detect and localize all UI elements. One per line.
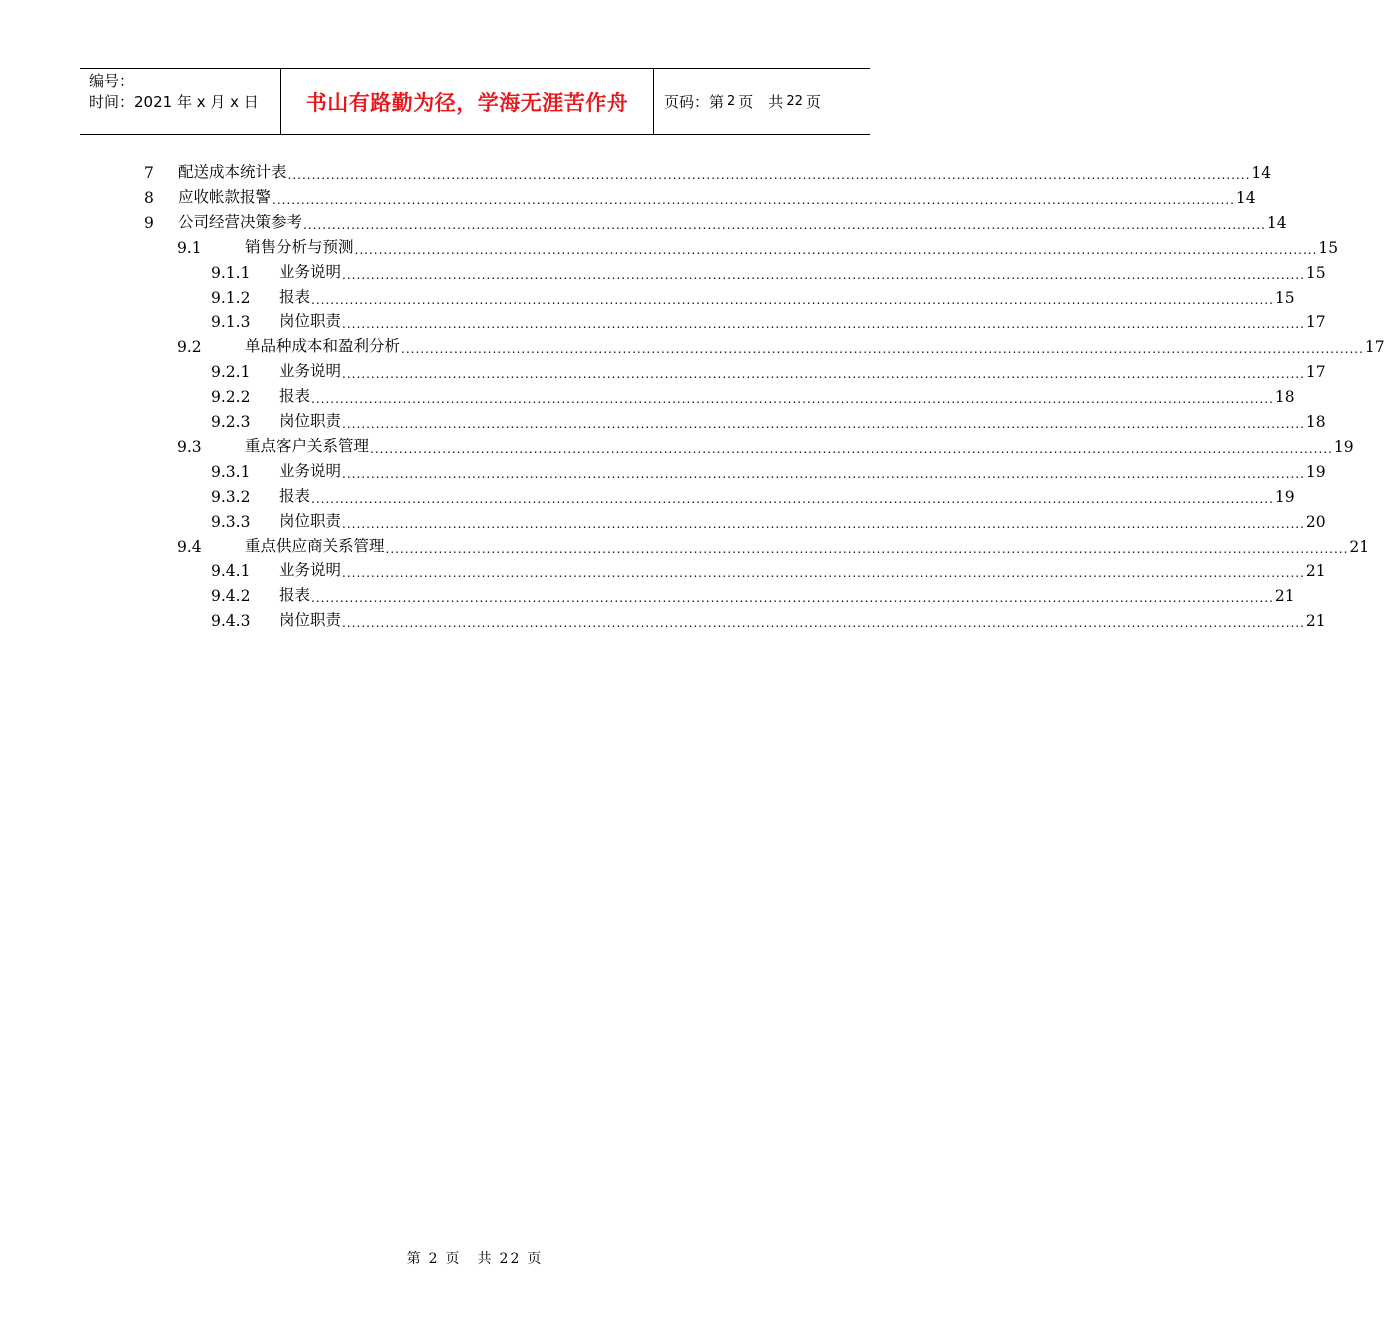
page-current: 2 xyxy=(727,94,736,109)
toc-entry-number: 9.4.2 xyxy=(211,587,251,606)
page-total: 22 xyxy=(786,94,803,109)
toc-entry-title: 岗位职责 xyxy=(279,611,342,630)
toc-leader-dots: ........................................................................................................................................................................................................ xyxy=(311,591,1274,606)
toc-leader-dots: ........................................................................................................................................................................................................ xyxy=(287,168,1251,182)
toc-entry-body xyxy=(178,185,1256,207)
toc-leader-dots: ........................................................................................................................................................................................................ xyxy=(385,541,1349,556)
toc-entry-page: 21 xyxy=(1305,612,1326,631)
toc-entry-page: 15 xyxy=(1305,263,1326,282)
toc-entry-number: 9.3 xyxy=(177,437,202,456)
toc-entry-number: 9.3.2 xyxy=(211,487,251,506)
toc-entry[interactable] xyxy=(0,210,1287,232)
toc-entry-page: 14 xyxy=(1266,213,1287,232)
toc-entry[interactable] xyxy=(0,509,1326,531)
toc-leader-dots: ........................................................................................................................................................................................................ xyxy=(311,392,1274,407)
toc-leader-dots: ........................................................................................................................................................................................................ xyxy=(401,342,1364,357)
page-prefix: 页码：第 xyxy=(664,93,725,111)
toc-entry-title: 业务说明 xyxy=(279,262,342,281)
toc-entry-title: 岗位职责 xyxy=(279,412,342,430)
toc-leader-dots: ........................................................................................................................................................................................................ xyxy=(342,367,1305,382)
toc-entry[interactable] xyxy=(0,309,1326,332)
toc-entry[interactable] xyxy=(0,608,1326,631)
toc-leader-dots: ........................................................................................................................................................................................................ xyxy=(370,441,1333,456)
toc-entry-number: 9.3.3 xyxy=(211,512,251,531)
toc-entry-title: 公司经营决策参考 xyxy=(178,212,303,231)
toc-entry-title: 重点供应商关系管理 xyxy=(245,536,385,555)
toc-entry[interactable] xyxy=(0,384,1295,407)
toc-entry-page: 14 xyxy=(1251,164,1272,182)
toc-entry[interactable] xyxy=(0,558,1326,581)
toc-entry[interactable] xyxy=(0,434,1354,456)
toc-entry-body xyxy=(279,608,1326,631)
toc-entry-page: 20 xyxy=(1305,512,1326,531)
toc-entry-title: 业务说明 xyxy=(279,461,342,480)
toc-entry-title: 销售分析与预测 xyxy=(245,237,354,256)
toc-entry[interactable] xyxy=(0,583,1295,606)
time-line xyxy=(89,92,280,113)
toc-entry-page: 18 xyxy=(1305,413,1326,431)
toc-entry-page: 19 xyxy=(1274,487,1295,506)
toc-entry-title: 报表 xyxy=(279,486,311,505)
toc-entry-title: 报表 xyxy=(279,287,311,306)
toc-entry-body xyxy=(279,509,1326,531)
toc-entry-body xyxy=(245,235,1339,257)
toc-entry-title: 业务说明 xyxy=(279,561,342,580)
toc-entry-number: 9 xyxy=(144,213,154,232)
number-label: 编号： xyxy=(89,72,135,90)
toc-entry[interactable] xyxy=(0,359,1326,382)
toc-entry-body xyxy=(279,558,1326,581)
toc-entry-body xyxy=(279,583,1295,606)
toc-leader-dots: ........................................................................................................................................................................................................ xyxy=(342,417,1305,431)
toc-entry-title: 岗位职责 xyxy=(279,511,342,530)
footer-current: 2 xyxy=(428,1251,440,1267)
toc-leader-dots: ........................................................................................................................................................................................................ xyxy=(272,192,1235,207)
toc-entry-page: 15 xyxy=(1318,238,1339,257)
toc-entry-number: 7 xyxy=(144,164,154,182)
toc-entry-title: 单品种成本和盈利分析 xyxy=(245,337,401,356)
toc-entry-title: 报表 xyxy=(279,586,311,605)
toc-entry-number: 9.1.3 xyxy=(211,313,251,332)
toc-entry-body xyxy=(245,434,1354,456)
toc-entry[interactable] xyxy=(0,484,1295,506)
toc-entry[interactable] xyxy=(0,260,1326,282)
toc-entry-body xyxy=(279,285,1295,307)
toc-entry-number: 9.2.2 xyxy=(211,388,251,407)
toc-entry-body xyxy=(178,210,1287,232)
toc-entry-page: 17 xyxy=(1364,338,1385,357)
toc-entry[interactable] xyxy=(0,235,1339,257)
toc-entry[interactable] xyxy=(0,160,1272,182)
toc-leader-dots: ........................................................................................................................................................................................................ xyxy=(342,466,1305,481)
toc-entry-number: 9.4.1 xyxy=(211,562,251,581)
toc-entry[interactable] xyxy=(0,409,1326,431)
toc-entry[interactable] xyxy=(0,534,1370,556)
toc-entry[interactable] xyxy=(0,185,1256,207)
toc-entry-number: 9.2 xyxy=(177,338,202,357)
toc-entry-body xyxy=(279,459,1326,481)
toc-entry[interactable] xyxy=(0,334,1385,357)
toc-entry-title: 配送成本统计表 xyxy=(178,163,287,181)
toc-leader-dots: ........................................................................................................................................................................................................ xyxy=(342,566,1305,581)
toc-entry-title: 报表 xyxy=(279,387,311,406)
date-value: 2021 年 x 月 x 日 xyxy=(134,93,259,111)
toc-entry-page: 21 xyxy=(1305,562,1326,581)
toc-entry-page: 19 xyxy=(1305,462,1326,481)
time-label: 时间： xyxy=(89,93,135,111)
toc-entry-number: 9.1.1 xyxy=(211,263,251,282)
toc-leader-dots: ........................................................................................................................................................................................................ xyxy=(342,616,1305,631)
toc-entry-body xyxy=(245,334,1385,357)
header-motto: 书山有路勤为径，学海无涯苦作舟 xyxy=(281,69,654,134)
toc-entry-title: 业务说明 xyxy=(279,362,342,381)
toc-entry-number: 9.2.1 xyxy=(211,363,251,382)
page-header xyxy=(80,68,870,135)
toc-entry-body xyxy=(245,534,1370,556)
toc-leader-dots: ........................................................................................................................................................................................................ xyxy=(342,267,1305,282)
toc-entry-title: 岗位职责 xyxy=(279,312,342,331)
toc-entry-page: 18 xyxy=(1274,388,1295,407)
header-meta xyxy=(80,69,281,134)
toc-entry-body xyxy=(279,484,1295,506)
toc-entry-number: 9.1.2 xyxy=(211,288,251,307)
toc-leader-dots: ........................................................................................................................................................................................................ xyxy=(311,491,1274,506)
toc-entry-body xyxy=(279,359,1326,382)
toc-entry-number: 9.4.3 xyxy=(211,612,251,631)
toc-entry-number: 9.1 xyxy=(177,238,202,257)
footer-total: 22 xyxy=(499,1251,522,1267)
toc-entry-page: 21 xyxy=(1274,587,1295,606)
toc-entry-page: 15 xyxy=(1274,288,1295,307)
header-page-info xyxy=(654,69,870,134)
toc-entry-body xyxy=(178,160,1272,182)
page-footer xyxy=(0,1248,950,1268)
toc-entry-number: 9.4 xyxy=(177,537,202,556)
toc-entry-number: 9.2.3 xyxy=(211,413,251,431)
toc-leader-dots: ........................................................................................................................................................................................................ xyxy=(342,516,1305,531)
toc-entry-number: 8 xyxy=(144,188,154,207)
toc-entry-body xyxy=(279,409,1326,431)
page-suffix: 页 xyxy=(805,93,821,111)
toc-entry-page: 17 xyxy=(1305,363,1326,382)
toc-entry-page: 19 xyxy=(1333,437,1354,456)
toc-entry[interactable] xyxy=(0,459,1326,481)
toc-entry-body xyxy=(279,260,1326,282)
toc-leader-dots: ........................................................................................................................................................................................................ xyxy=(303,217,1266,232)
toc-entry-page: 21 xyxy=(1349,537,1370,556)
footer-prefix: 第 xyxy=(406,1251,423,1267)
page-mid: 页 共 xyxy=(738,93,784,111)
toc-leader-dots: ........................................................................................................................................................................................................ xyxy=(342,317,1305,332)
toc-leader-dots: ........................................................................................................................................................................................................ xyxy=(311,292,1274,307)
toc-entry-number: 9.3.1 xyxy=(211,462,251,481)
toc-entry-page: 17 xyxy=(1305,313,1326,332)
toc-entry[interactable] xyxy=(0,285,1295,307)
toc-entry-body xyxy=(279,309,1326,332)
footer-suffix: 页 xyxy=(527,1251,544,1267)
footer-mid: 页 共 xyxy=(445,1251,494,1267)
toc-entry-title: 重点客户关系管理 xyxy=(245,436,370,455)
toc-entry-page: 14 xyxy=(1235,188,1256,207)
toc-entry-title: 应收帐款报警 xyxy=(178,187,272,206)
toc-leader-dots: ........................................................................................................................................................................................................ xyxy=(354,242,1318,257)
toc-entry-body xyxy=(279,384,1295,407)
